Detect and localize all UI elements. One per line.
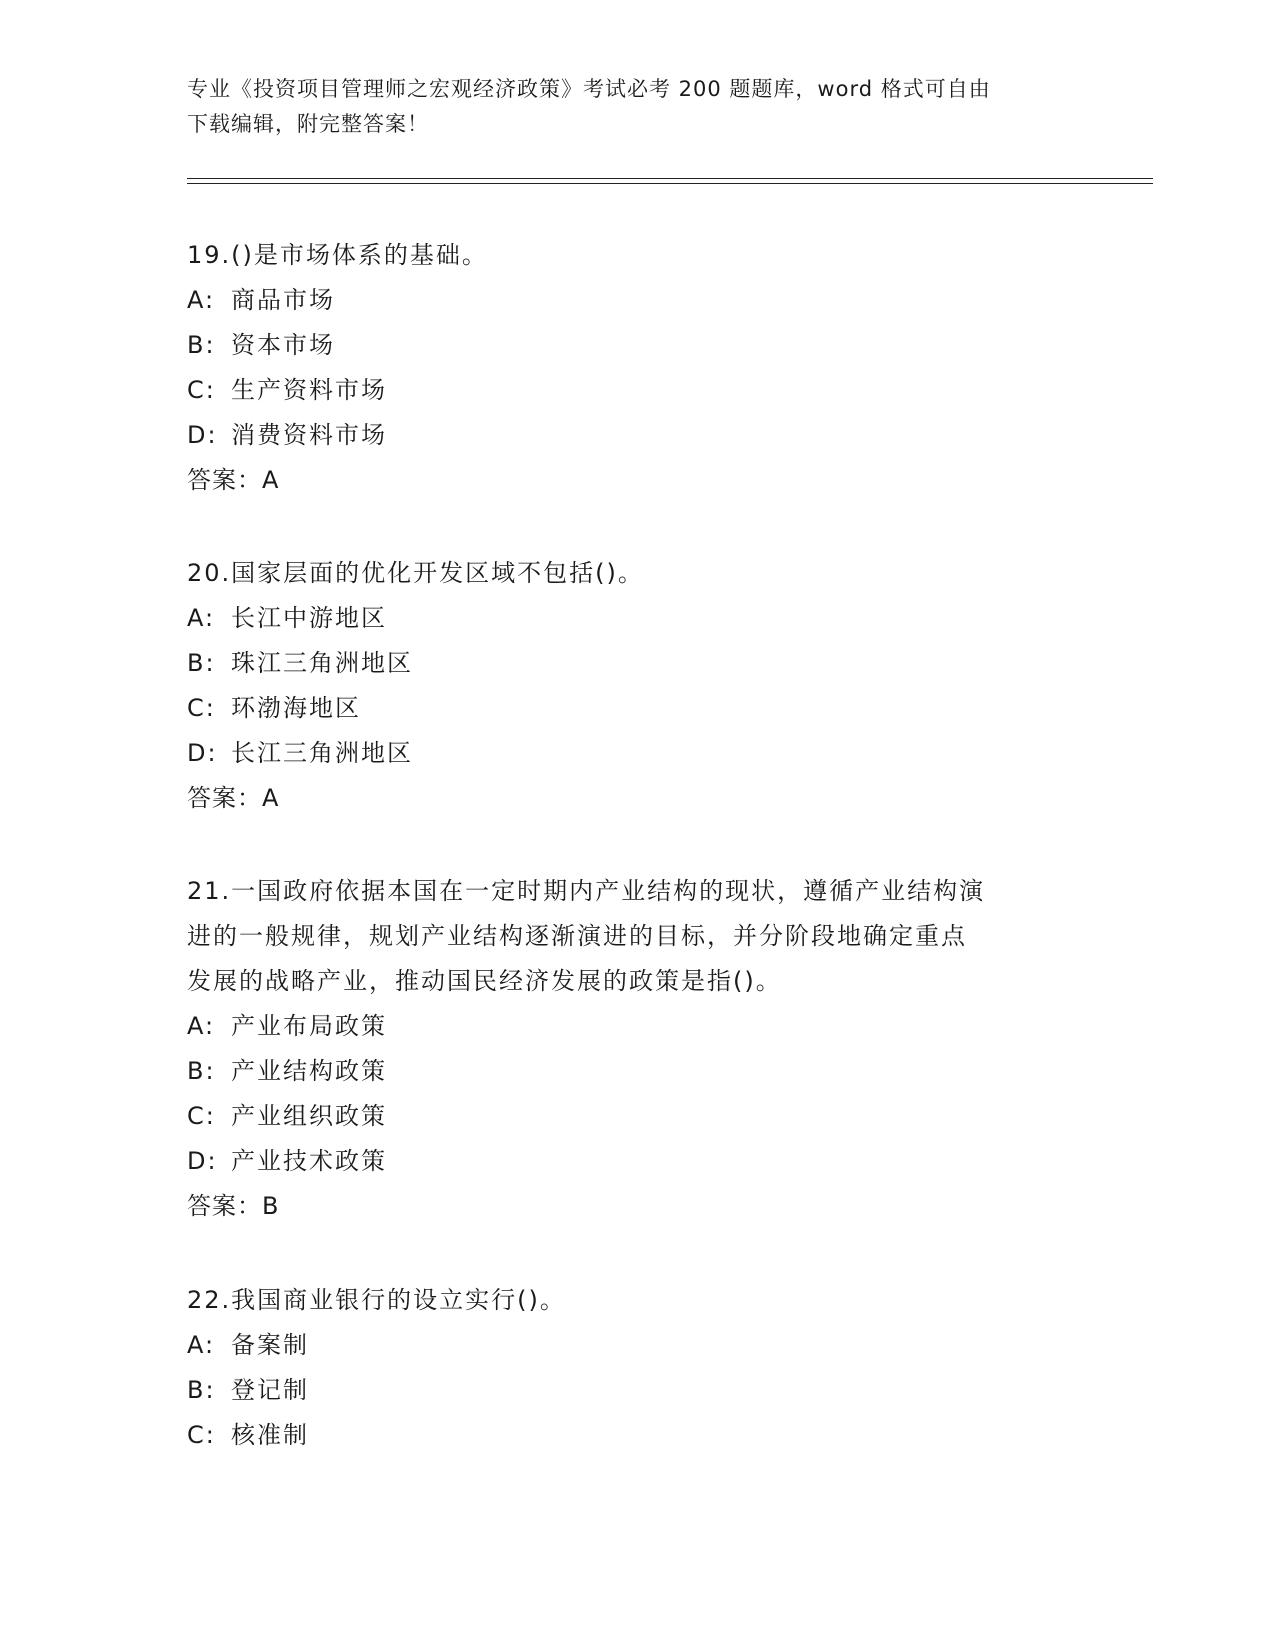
option-letter: D: <box>187 421 218 449</box>
option-text: 长江三角洲地区 <box>231 739 413 767</box>
option-letter: C: <box>187 1102 216 1130</box>
option-d <box>187 413 1087 458</box>
option-letter: A: <box>187 604 216 632</box>
option-text: 产业结构政策 <box>231 1057 387 1085</box>
option-text: 商品市场 <box>231 286 335 314</box>
option-letter: B: <box>187 1376 216 1404</box>
option-text: 长江中游地区 <box>231 604 387 632</box>
option-letter: D: <box>187 739 218 767</box>
option-a <box>187 278 1087 323</box>
question-block <box>187 869 1087 1229</box>
option-letter: C: <box>187 376 216 404</box>
option-text: 登记制 <box>231 1376 309 1404</box>
question-stem: 19.()是市场体系的基础。 <box>187 241 488 269</box>
question-stem: 进的一般规律，规划产业结构逐渐演进的目标，并分阶段地确定重点 <box>187 922 967 950</box>
option-letter: A: <box>187 1012 216 1040</box>
header-line: 专业《投资项目管理师之宏观经济政策》考试必考 200 题题库，word 格式可自由 <box>187 77 991 101</box>
option-letter: B: <box>187 1057 216 1085</box>
option-d <box>187 1139 1087 1184</box>
option-b <box>187 1368 1087 1413</box>
option-d <box>187 731 1087 776</box>
option-text: 产业组织政策 <box>231 1102 387 1130</box>
question-stem: 发展的战略产业，推动国民经济发展的政策是指()。 <box>187 967 782 995</box>
option-letter: A: <box>187 1331 216 1359</box>
option-text: 备案制 <box>231 1331 309 1359</box>
header-divider <box>187 183 1153 184</box>
option-text: 生产资料市场 <box>231 376 387 404</box>
option-c <box>187 1413 1087 1458</box>
answer-line: 答案：A <box>187 466 280 494</box>
option-text: 珠江三角洲地区 <box>231 649 413 677</box>
option-a <box>187 596 1087 641</box>
option-a <box>187 1004 1087 1049</box>
option-letter: C: <box>187 1421 216 1449</box>
option-text: 环渤海地区 <box>231 694 361 722</box>
option-text: 资本市场 <box>231 331 335 359</box>
question-block <box>187 1278 1087 1458</box>
option-text: 产业技术政策 <box>231 1147 387 1175</box>
header-divider <box>187 178 1153 179</box>
document-header <box>187 72 1087 142</box>
answer-line: 答案：B <box>187 1192 280 1220</box>
question-block <box>187 551 1087 821</box>
option-a <box>187 1323 1087 1368</box>
question-stem: 21.一国政府依据本国在一定时期内产业结构的现状，遵循产业结构演 <box>187 877 986 905</box>
option-text: 产业布局政策 <box>231 1012 387 1040</box>
option-letter: C: <box>187 694 216 722</box>
option-letter: B: <box>187 331 216 359</box>
option-text: 核准制 <box>231 1421 309 1449</box>
option-c <box>187 686 1087 731</box>
option-b <box>187 323 1087 368</box>
option-text: 消费资料市场 <box>231 421 387 449</box>
question-stem: 20.国家层面的优化开发区域不包括()。 <box>187 559 644 587</box>
option-b <box>187 641 1087 686</box>
option-letter: D: <box>187 1147 218 1175</box>
answer-line: 答案：A <box>187 784 280 812</box>
header-line: 下载编辑，附完整答案！ <box>187 112 429 136</box>
question-block <box>187 233 1087 503</box>
option-letter: A: <box>187 286 216 314</box>
option-c <box>187 1094 1087 1139</box>
option-b <box>187 1049 1087 1094</box>
option-letter: B: <box>187 649 216 677</box>
option-c <box>187 368 1087 413</box>
question-stem: 22.我国商业银行的设立实行()。 <box>187 1286 566 1314</box>
